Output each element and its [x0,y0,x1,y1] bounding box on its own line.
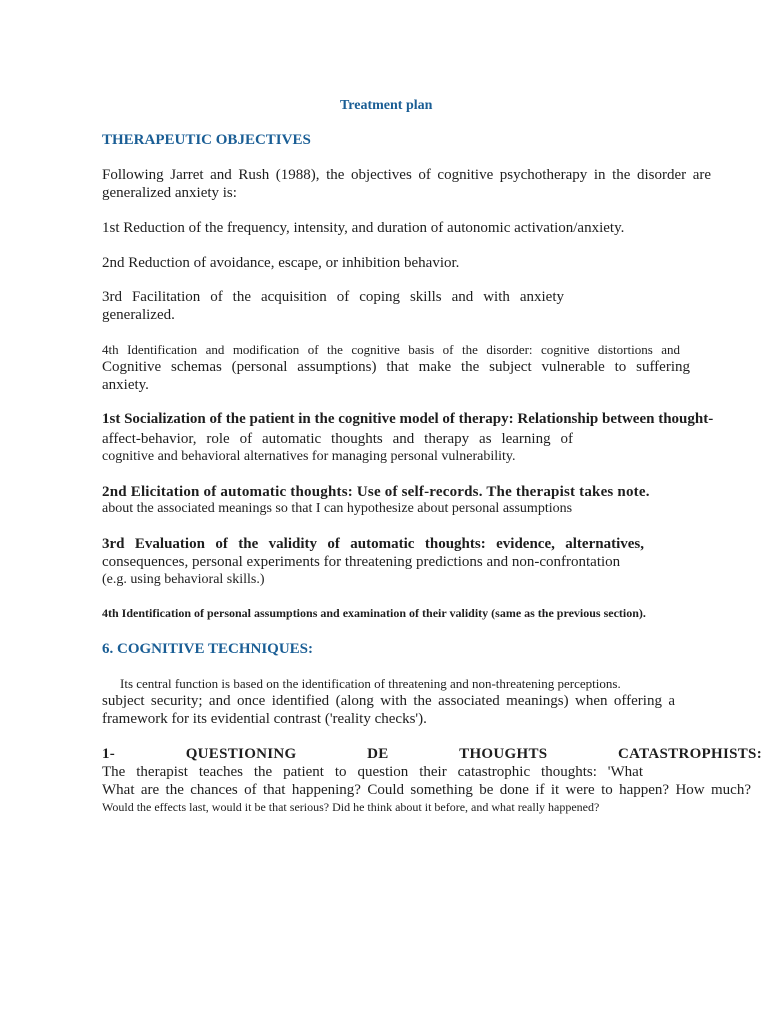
objective-3-line-1: 3rd Facilitation of the acquisition of coping skills and with anxiety [102,289,564,305]
intro-line-1: Following Jarret and Rush (1988), the objectives of cognitive psychotherapy in the disorder are [102,167,711,183]
questioning-heading-word-4: CATASTROPHISTS: [618,746,762,762]
techniques-line-2: subject security; and once identified (along with the associated meanings) when offering a [102,693,675,709]
heading-cognitive-techniques: 6. COGNITIVE TECHNIQUES: [102,641,314,657]
step-1-line-3: cognitive and behavioral alternatives for managing personal vulnerability. [102,449,516,464]
heading-therapeutic-objectives: THERAPEUTIC OBJECTIVES [102,132,311,148]
document-title: Treatment plan [340,98,433,113]
step-3-line-1: 3rd Evaluation of the validity of automatic thoughts: evidence, alternatives, [102,536,644,552]
step-2-line-2: about the associated meanings so that I can hypothesize about personal assumptions [102,501,573,516]
step-4: 4th Identification of personal assumptions and examination of their validity (same as the previous section). [102,606,646,620]
questioning-heading-word-1: QUESTIONING [185,746,297,762]
step-2-line-1: 2nd Elicitation of automatic thoughts: Use of self-records. The therapist takes note. [102,484,650,500]
questioning-line-4: Would the effects last, would it be that serious? Did he think about it before, and what really happened? [102,800,600,814]
techniques-line-1: Its central function is based on the identification of threatening and non-threatening perceptions. [120,676,621,691]
questioning-line-2: The therapist teaches the patient to question their catastrophic thoughts: 'What [102,764,643,780]
questioning-line-3: What are the chances of that happening? Could something be done if it were to happen? How much? [102,782,751,798]
questioning-heading [102,746,762,763]
questioning-heading-word-3: THOUGHTS [459,746,548,762]
step-3-line-3: (e.g. using behavioral skills.) [102,572,265,587]
questioning-heading-word-2: DE [367,746,389,762]
intro-line-2: generalized anxiety is: [102,185,237,201]
questioning-heading-number: 1- [102,746,116,762]
techniques-line-3: framework for its evidential contrast ('reality checks'). [102,711,427,727]
step-1-line-2: affect-behavior, role of automatic thoughts and therapy as learning of [102,431,573,447]
objective-4-line-1: 4th Identification and modification of the cognitive basis of the disorder: cognitive distortions and [102,342,680,357]
objective-3-line-2: generalized. [102,307,175,323]
objective-1: 1st Reduction of the frequency, intensity, and duration of autonomic activation/anxiety. [102,220,625,236]
objective-4-line-2: Cognitive schemas (personal assumptions) that make the subject vulnerable to suffering [102,359,690,375]
step-1-line-1: 1st Socialization of the patient in the cognitive model of therapy: Relationship between thought- [102,411,714,427]
objective-4-line-3: anxiety. [102,377,149,393]
step-3-line-2: consequences, personal experiments for threatening predictions and non-confrontation [102,554,621,570]
objective-2: 2nd Reduction of avoidance, escape, or inhibition behavior. [102,255,460,271]
